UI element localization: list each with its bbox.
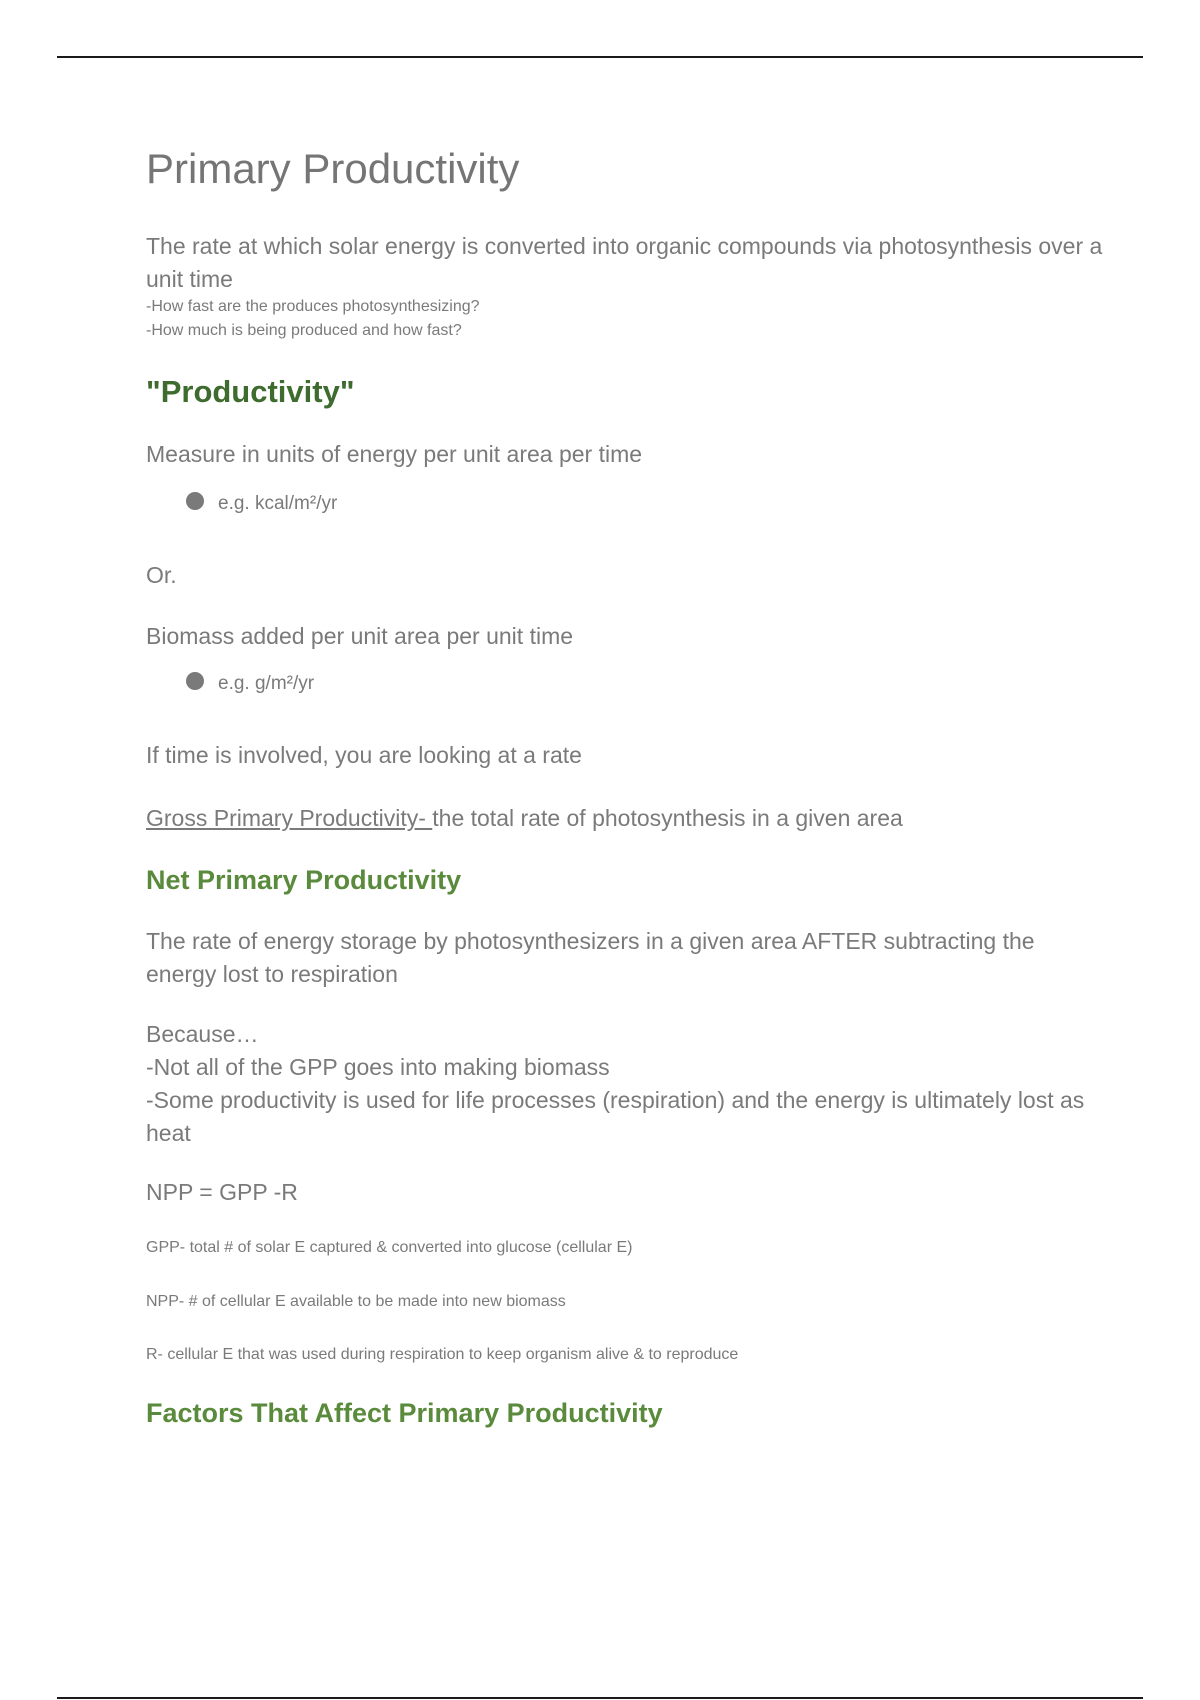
intro-paragraph: The rate at which solar energy is converted into organic compounds via photosynthesis over a unit time: [146, 233, 1103, 292]
bottom-rule: [57, 1697, 1143, 1699]
npp-equation: NPP = GPP -R: [146, 1179, 298, 1205]
rate-note-text: If time is involved, you are looking at a rate: [146, 742, 582, 768]
because-line-2: -Not all of the GPP goes into making biomass: [146, 1054, 610, 1080]
or-text: Or.: [146, 562, 177, 588]
measure-energy-text: Measure in units of energy per unit area per time: [146, 441, 643, 467]
npp-definition: The rate of energy storage by photosynthesizers in a given area AFTER subtracting the energy lost to respiration: [146, 928, 1035, 987]
gpp-abbrev-definition: GPP- total # of solar E captured & converted into glucose (cellular E): [146, 1239, 633, 1256]
gpp-definition-line: [146, 802, 1106, 835]
intro-question-2: -How much is being produced and how fast?: [146, 322, 462, 339]
because-line-1: Because…: [146, 1021, 259, 1047]
bullet-energy: [186, 493, 337, 515]
top-rule: [57, 56, 1143, 58]
r-abbrev-definition: R- cellular E that was used during respiration to keep organism alive & to reproduce: [146, 1346, 739, 1363]
npp-abbrev-definition: NPP- # of cellular E available to be made into new biomass: [146, 1293, 566, 1310]
gpp-definition: the total rate of photosynthesis in a given area: [432, 805, 903, 831]
gpp-term: Gross Primary Productivity-: [146, 805, 433, 831]
intro-question-1: -How fast are the produces photosynthesizing?: [146, 298, 480, 315]
bullet-energy-text: e.g. kcal/m²/yr: [218, 493, 338, 514]
npp-heading: Net Primary Productivity: [146, 865, 462, 895]
factors-heading: Factors That Affect Primary Productivity: [146, 1398, 663, 1428]
bullet-dot-icon: [186, 492, 204, 510]
because-block: [146, 1018, 1106, 1150]
bullet-dot-icon: [186, 672, 204, 690]
biomass-text: Biomass added per unit area per unit time: [146, 623, 574, 649]
bullet-biomass-text: e.g. g/m²/yr: [218, 673, 315, 694]
productivity-heading: "Productivity": [146, 374, 355, 409]
because-line-3: -Some productivity is used for life processes (respiration) and the energy is ultimately lost as heat: [146, 1087, 1085, 1146]
bullet-biomass: [186, 673, 314, 695]
page-title: Primary Productivity: [146, 145, 520, 192]
